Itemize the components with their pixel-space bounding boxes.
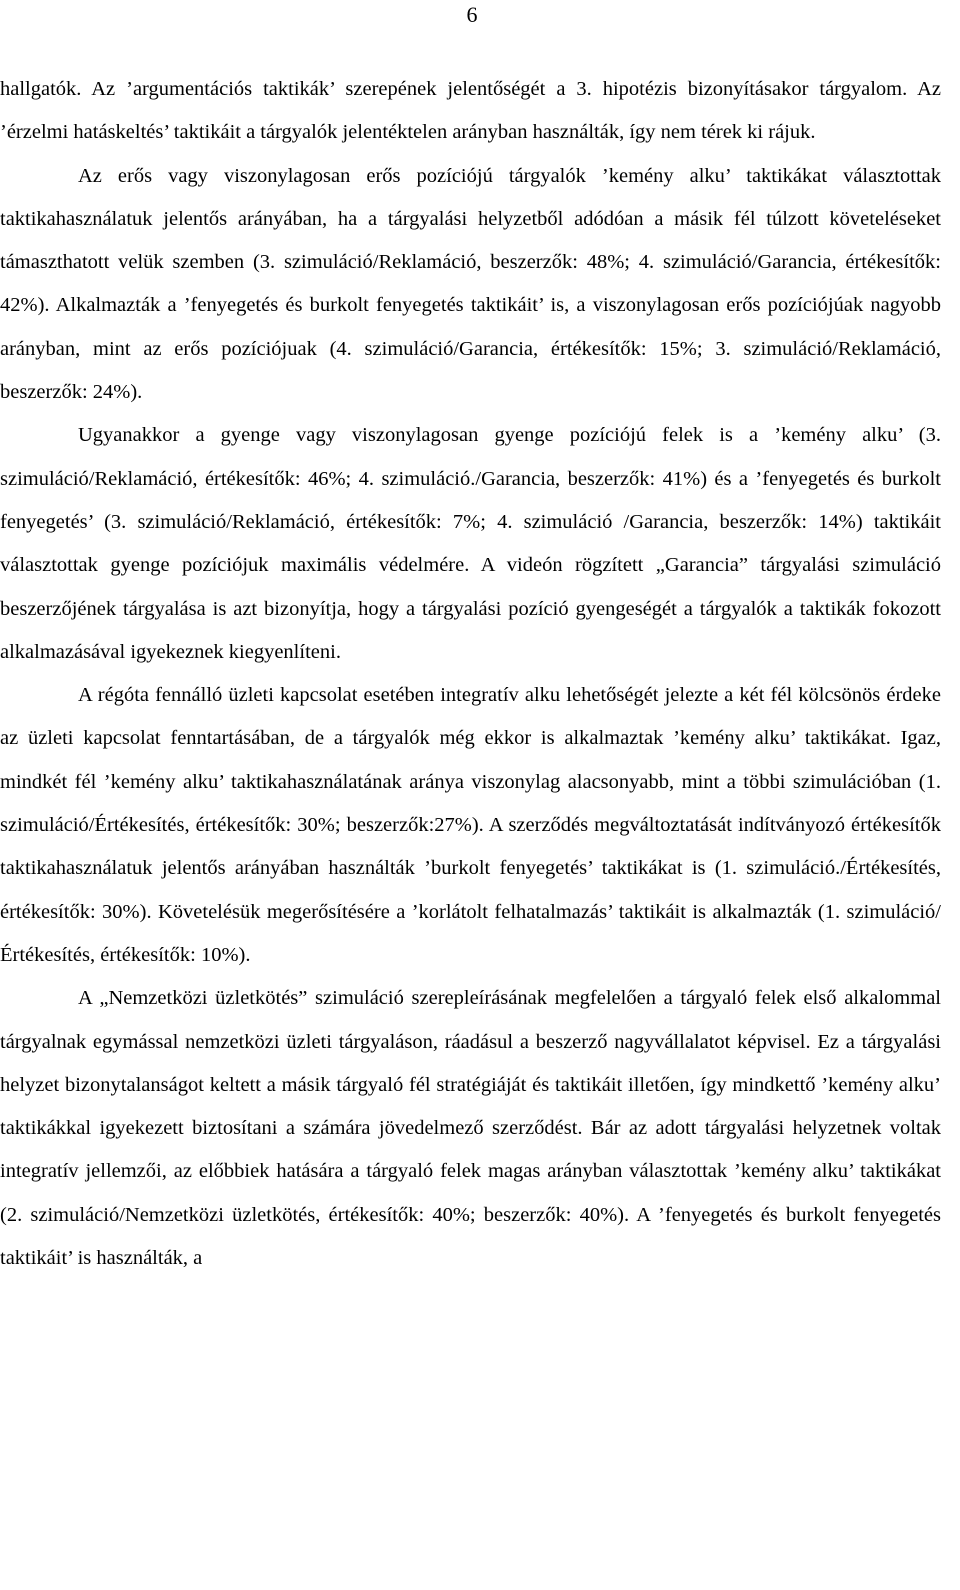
document-body — [0, 68, 941, 1280]
paragraph-1: hallgatók. Az ’argumentációs taktikák’ szerepének jelentőségét a 3. hipotézis bizonyításakor tárgyalom. Az ’érzelmi hatáskeltés’ taktikáit a tárgyalók jelentéktelen arányban használták, így nem térek ki rájuk. — [0, 78, 941, 144]
paragraph-4: A régóta fennálló üzleti kapcsolat esetében integratív alku lehetőségét jelezte a két fél kölcsönös érdeke az üzleti kapcsolat fenntartásában, de a tárgyalók még ekkor is alkalmaztak ’kemény alku’ taktikákat. Igaz, mindkét fél ’kemény alku’ taktikahasználatának aránya viszonylag alacsonyabb, mint a többi szimulációban (1. szimuláció/Értékesítés, értékesítők: 30%; beszerzők:27%). A szerződés megváltoztatását indítványozó értékesítők taktikahasználatuk jelentős arányában használták ’burkolt fenyegetés’ taktikákat is (1. szimuláció./Értékesítés, értékesítők: 30%). Követelésük megerősítésére a ’korlátolt felhatalmazás’ taktikáit is alkalmazták (1. szimuláció/ Értékesítés, értékesítők: 10%). — [0, 684, 941, 966]
paragraph-3: Ugyanakkor a gyenge vagy viszonylagosan gyenge pozíciójú felek is a ’kemény alku’ (3. szimuláció/Reklamáció, értékesítők: 46%; 4. szimuláció./Garancia, beszerzők: 41%) és a ’fenyegetés és burkolt fenyegetés’ (3. szimuláció/Reklamáció, értékesítők: 7%; 4. szimuláció /Garancia, beszerzők: 14%) taktikáit választottak gyenge pozíciójuk maximális védelmére. A videón rögzített „Garancia” tárgyalási szimuláció beszerzőjének tárgyalása is azt bizonyítja, hogy a tárgyalási pozíció gyengeségét a tárgyalók a taktikák fokozott alkalmazásával igyekeznek kiegyenlíteni. — [0, 424, 941, 663]
page-number: 6 — [466, 2, 478, 27]
paragraph-5: A „Nemzetközi üzletkötés” szimuláció szerepleírásának megfelelően a tárgyaló felek első alkalommal tárgyalnak egymással nemzetközi üzleti tárgyaláson, ráadásul a beszerző nagyvállalatot képvisel. Ez a tárgyalási helyzet bizonytalanságot keltett a másik tárgyaló fél stratégiáját és taktikáit illetően, így mindkettő ’kemény alku’ taktikákkal igyekezett biztosítani a számára jövedelmező szerződést. Bár az adott tárgyalási helyzetnek voltak integratív jellemzői, az előbbiek hatására a tárgyaló felek magas arányban választottak ’kemény alku’ taktikákat (2. szimuláció/Nemzetközi üzletkötés, értékesítők: 40%; beszerzők: 40%). A ’fenyegetés és burkolt fenyegetés taktikáit’ is használták, a — [0, 987, 941, 1270]
paragraph-2: Az erős vagy viszonylagosan erős pozíciójú tárgyalók ’kemény alku’ taktikákat választottak taktikahasználatuk jelentős arányában, ha a tárgyalási helyzetből adódóan a másik fél túlzott követeléseket támaszthatott velük szemben (3. szimuláció/Reklamáció, beszerzők: 48%; 4. szimuláció/Garancia, értékesítők: 42%). Alkalmazták a ’fenyegetés és burkolt fenyegetés taktikáit’ is, a viszonylagosan erős pozíciójúak nagyobb arányban, mint az erős pozíciójuak (4. szimuláció/Garancia, értékesítők: 15%; 3. szimuláció/Reklamáció, beszerzők: 24%). — [0, 164, 941, 404]
